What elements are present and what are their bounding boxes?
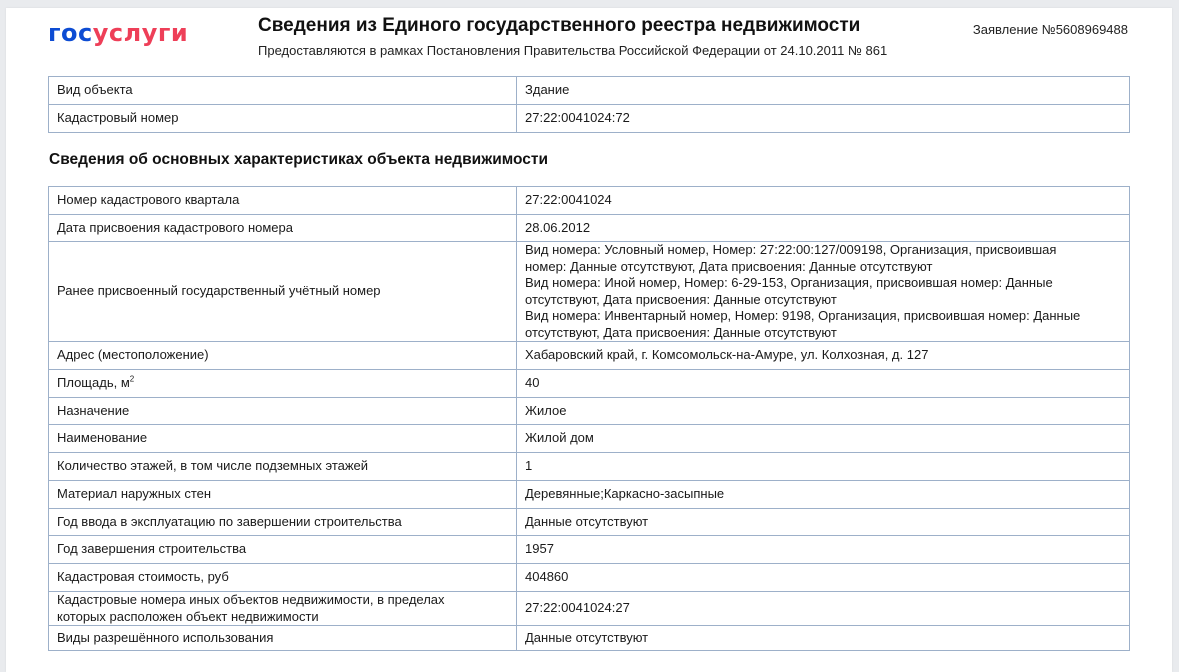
value-line: номер: Данные отсутствуют, Дата присвоения: Данные отсутствуют (525, 258, 933, 274)
row-value: Данные отсутствуют (517, 626, 1130, 651)
row-value: Данные отсутствуют (517, 509, 1130, 536)
row-label: Назначение (49, 398, 517, 425)
area-label: Площадь, м (57, 375, 130, 391)
row-value: 27:22:0041024 (517, 187, 1130, 215)
row-label (49, 592, 517, 626)
row-value: Здание (517, 77, 1130, 105)
table-row (49, 242, 1130, 342)
row-label: Номер кадастрового квартала (49, 187, 517, 215)
area-unit-sup: 2 (129, 374, 135, 384)
table-row (49, 105, 1130, 133)
row-value: 27:22:0041024:27 (517, 592, 1130, 626)
application-number: Заявление №5608969488 (972, 22, 1128, 37)
row-value: Деревянные;Каркасно-засыпные (517, 481, 1130, 509)
section-title: Сведения об основных характеристиках объекта недвижимости (49, 151, 548, 168)
row-label: Наименование (49, 425, 517, 453)
row-label: Вид объекта (49, 77, 517, 105)
row-value: 404860 (517, 564, 1130, 592)
value-line: Вид номера: Условный номер, Номер: 27:22:00:127/009198, Организация, присвоившая (525, 242, 1057, 257)
table-row (49, 481, 1130, 509)
row-value: 1 (517, 453, 1130, 481)
row-value: 28.06.2012 (517, 215, 1130, 242)
table-row (49, 592, 1130, 626)
value-line: Вид номера: Инвентарный номер, Номер: 9198, Организация, присвоившая номер: Данные (525, 308, 1081, 323)
row-label: Адрес (местоположение) (49, 342, 517, 370)
row-label: Виды разрешённого использования (49, 626, 517, 651)
value-line: Вид номера: Иной номер, Номер: 6-29-153, Организация, присвоившая номер: Данные (525, 275, 1053, 290)
value-line: отсутствуют, Дата присвоения: Данные отсутствуют (525, 291, 837, 307)
table-row (49, 626, 1130, 651)
table-row (49, 453, 1130, 481)
row-label (49, 370, 517, 398)
header (6, 8, 1172, 72)
table-row (49, 215, 1130, 242)
row-value: Жилое (517, 398, 1130, 425)
row-label: Ранее присвоенный государственный учётный номер (49, 242, 517, 342)
row-value: 1957 (517, 536, 1130, 564)
document-subtitle: Предоставляются в рамках Постановления Правительства Российской Федерации от 24.10.2011 № 861 (258, 43, 888, 58)
characteristics-table (48, 186, 1130, 651)
row-label: Год завершения строительства (49, 536, 517, 564)
table-row (49, 398, 1130, 425)
row-label: Количество этажей, в том числе подземных этажей (49, 453, 517, 481)
label-line: Кадастровые номера иных объектов недвижимости, в пределах (57, 592, 445, 607)
table-row (49, 509, 1130, 536)
table-row (49, 342, 1130, 370)
gosuslugi-logo[interactable]: госуслуги (48, 19, 189, 47)
row-value: 40 (517, 370, 1130, 398)
row-label: Кадастровая стоимость, руб (49, 564, 517, 592)
row-value: Хабаровский край, г. Комсомольск-на-Амуре, ул. Колхозная, д. 127 (517, 342, 1130, 370)
row-label: Материал наружных стен (49, 481, 517, 509)
label-line: которых расположен объект недвижимости (57, 608, 319, 624)
document-page (6, 8, 1172, 672)
row-value: 27:22:0041024:72 (517, 105, 1130, 133)
row-value: Жилой дом (517, 425, 1130, 453)
table-row (49, 564, 1130, 592)
row-label: Кадастровый номер (49, 105, 517, 133)
object-table (48, 76, 1130, 133)
table-row (49, 370, 1130, 398)
previous-number-value (517, 242, 1130, 342)
table-row (49, 425, 1130, 453)
row-label: Год ввода в эксплуатацию по завершении строительства (49, 509, 517, 536)
document-title: Сведения из Единого государственного реестра недвижимости (258, 15, 861, 36)
table-row (49, 536, 1130, 564)
value-line: отсутствуют, Дата присвоения: Данные отсутствуют (525, 324, 837, 340)
row-label: Дата присвоения кадастрового номера (49, 215, 517, 242)
table-row (49, 187, 1130, 215)
table-row (49, 77, 1130, 105)
